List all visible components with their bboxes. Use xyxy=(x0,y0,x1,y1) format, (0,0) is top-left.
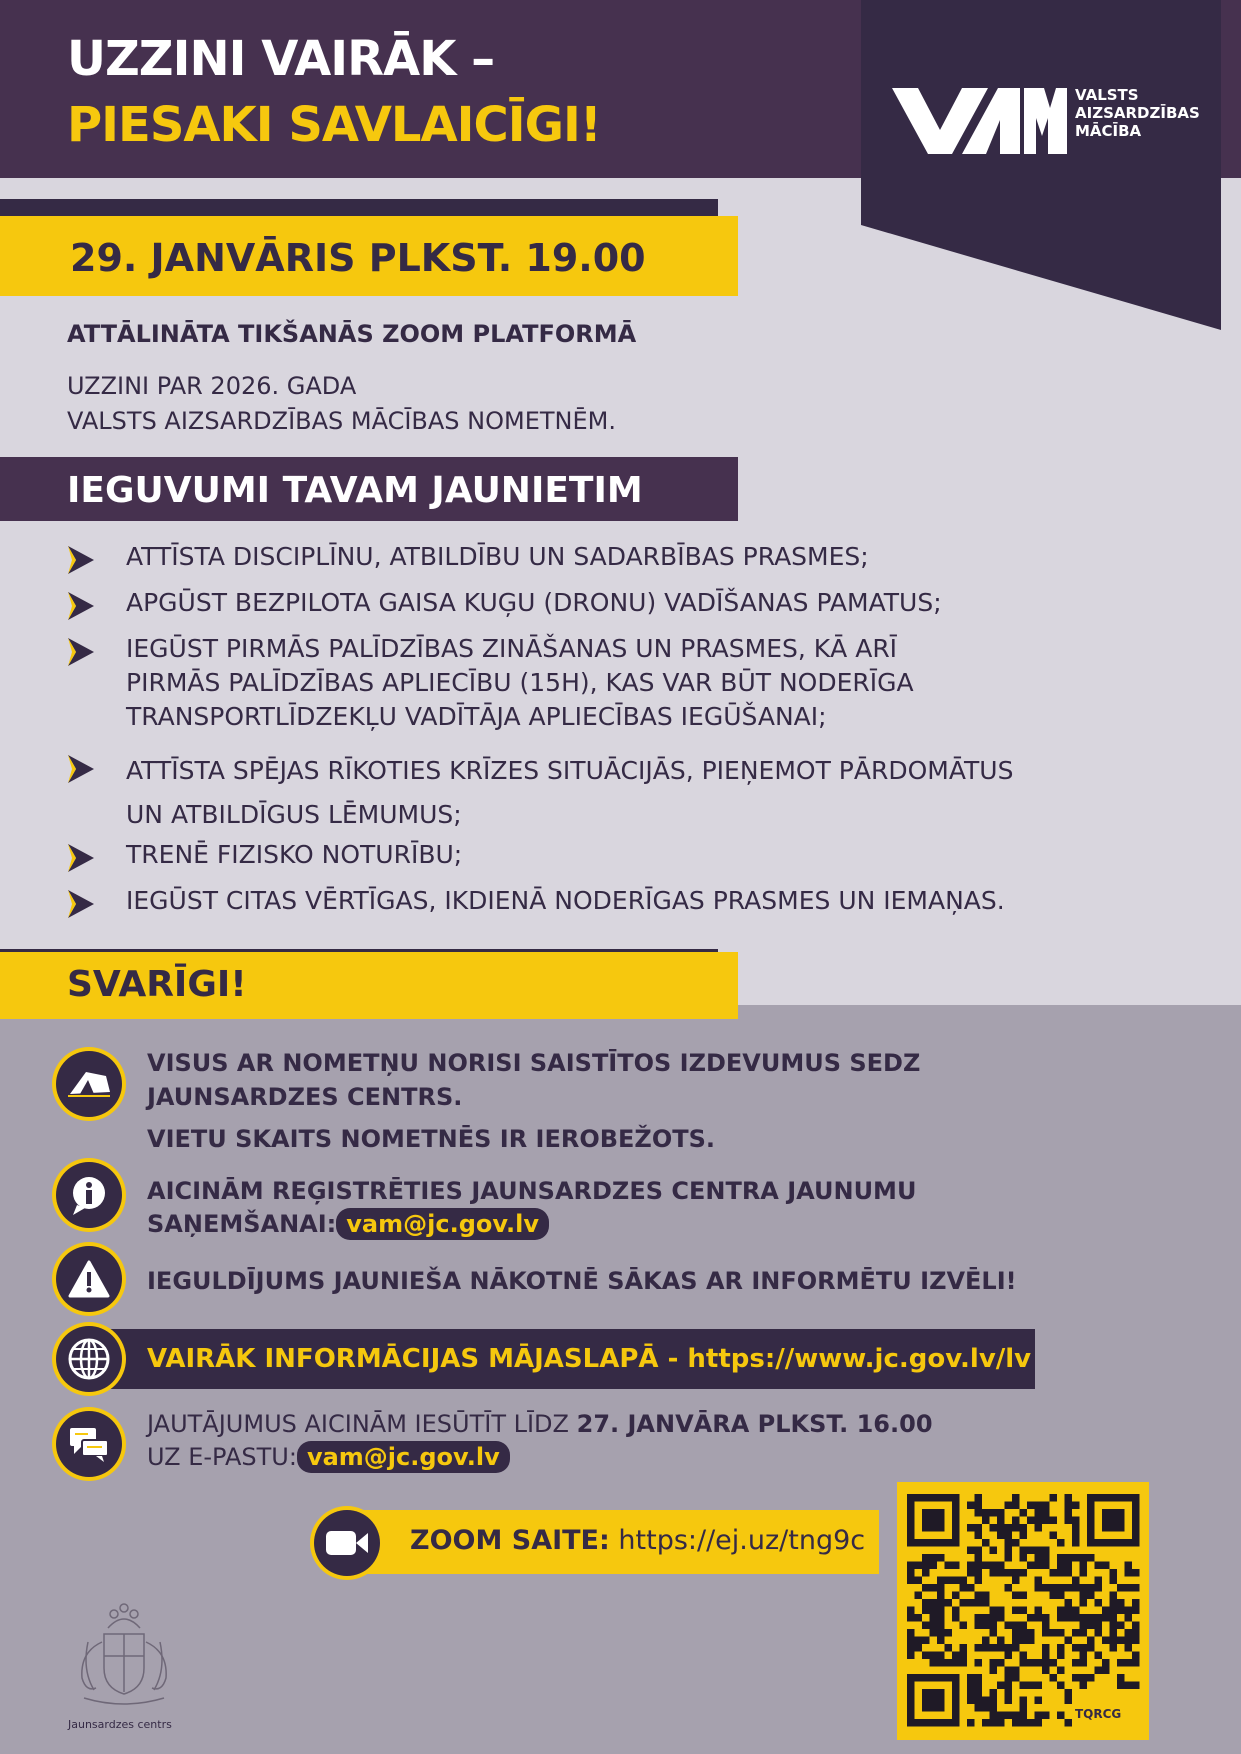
benefit-line: UN ATBILDĪGUS LĒMUMUS; xyxy=(126,800,462,829)
arrow-bullet-icon xyxy=(66,590,96,622)
learn-line: VALSTS AIZSARDZĪBAS MĀCĪBAS NOMETNĒM. xyxy=(67,407,616,435)
chat-icon xyxy=(52,1407,126,1481)
tent-icon xyxy=(52,1047,126,1121)
costs-line: VISUS AR NOMETŅU NORISI SAISTĪTOS IZDEVUMUS SEDZ xyxy=(147,1049,921,1077)
logo-line: MĀCĪBA xyxy=(1075,122,1142,140)
zoom-link-wrap xyxy=(410,1525,865,1556)
globe-icon xyxy=(52,1322,126,1396)
investment-text: IEGULDĪJUMS JAUNIEŠA NĀKOTNĒ SĀKAS AR INFORMĒTU IZVĒLI! xyxy=(147,1267,1017,1295)
benefit-line: PIRMĀS PALĪDZĪBAS APLIECĪBU (15H), KAS VAR BŪT NODERĪGA xyxy=(126,668,914,697)
event-format: ATTĀLINĀTA TIKŠANĀS ZOOM PLATFORMĀ xyxy=(67,320,637,348)
benefit-text xyxy=(126,749,1013,837)
benefit-text xyxy=(126,540,869,574)
questions-line1: JAUTĀJUMUS AICINĀM IESŪTĪT LĪDZ xyxy=(147,1410,569,1438)
exclamation-icon xyxy=(52,1242,126,1316)
important-title: SVARĪGI! xyxy=(67,964,247,1005)
questions-deadline: 27. JANVĀRA PLKST. 16.00 xyxy=(576,1410,933,1438)
costs-line: JAUNSARDZES CENTRS. xyxy=(147,1083,463,1111)
org-name: Jaunsardzes centrs xyxy=(68,1718,172,1731)
learn-line: UZZINI PAR 2026. GADA xyxy=(67,372,357,400)
register-line1: AICINĀM REĢISTRĒTIES JAUNSARDZES CENTRA JAUNUMU xyxy=(147,1177,917,1205)
benefit-text xyxy=(126,884,1005,918)
places-line: VIETU SKAITS NOMETNĒS IR IEROBEŽOTS. xyxy=(147,1125,716,1153)
arrow-bullet-icon xyxy=(66,753,96,785)
benefit-line: APGŪST BEZPILOTA GAISA KUĢU (DRONU) VADĪŠANAS PAMATUS; xyxy=(126,588,942,617)
logo-panel xyxy=(861,0,1221,330)
questions-line2: UZ E-PASTU: xyxy=(147,1443,297,1471)
headline-line1: UZZINI VAIRĀK – xyxy=(67,31,495,87)
zoom-link[interactable]: https://ej.uz/tng9c xyxy=(618,1525,866,1556)
vam-logo-icon xyxy=(892,84,1067,156)
event-date: 29. JANVĀRIS PLKST. 19.00 xyxy=(70,236,646,280)
info-icon xyxy=(52,1158,126,1232)
benefit-text xyxy=(126,838,462,872)
video-camera-icon xyxy=(310,1506,384,1580)
benefit-line: ATTĪSTA DISCIPLĪNU, ATBILDĪBU UN SADARBĪBAS PRASMES; xyxy=(126,542,869,571)
questions-email-link[interactable]: vam@jc.gov.lv xyxy=(297,1441,510,1473)
questions-line2-wrap xyxy=(147,1440,510,1474)
divider-bar xyxy=(0,199,718,216)
arrow-bullet-icon xyxy=(66,842,96,874)
website-link[interactable]: VAIRĀK INFORMĀCIJAS MĀJASLAPĀ - https://www.jc.gov.lv/lv xyxy=(147,1344,1032,1374)
logo-line: VALSTS xyxy=(1075,86,1139,104)
benefit-line: IEGŪST PIRMĀS PALĪDZĪBAS ZINĀŠANAS UN PRASMES, KĀ ARĪ xyxy=(126,634,898,663)
benefit-line: ATTĪSTA SPĒJAS RĪKOTIES KRĪZES SITUĀCIJĀS, PIEŅEMOT PĀRDOMĀTUS xyxy=(126,756,1014,785)
register-email-link[interactable]: vam@jc.gov.lv xyxy=(336,1208,549,1240)
benefit-text xyxy=(126,632,914,734)
benefit-line: TRANSPORTLĪDZEKĻU VADĪTĀJA APLIECĪBAS IEGŪŠANAI; xyxy=(126,702,827,731)
event-learn xyxy=(67,369,616,439)
register-line2: SAŅEMŠANAI: xyxy=(147,1210,337,1238)
arrow-bullet-icon xyxy=(66,544,96,576)
costs-text xyxy=(147,1046,920,1156)
register-line2-wrap xyxy=(147,1207,549,1241)
coat-of-arms-icon xyxy=(64,1594,184,1714)
benefit-text xyxy=(126,586,942,620)
benefits-title: IEGUVUMI TAVAM JAUNIETIM xyxy=(67,470,643,511)
qr-code[interactable] xyxy=(897,1482,1149,1740)
questions-line1-wrap xyxy=(147,1407,933,1441)
arrow-bullet-icon xyxy=(66,888,96,920)
arrow-bullet-icon xyxy=(66,636,96,668)
headline-line2: PIESAKI SAVLAICĪGI! xyxy=(67,97,601,153)
qr-label: TQRCG xyxy=(1075,1707,1122,1721)
logo-wordmark xyxy=(1075,86,1200,140)
benefit-line: TRENĒ FIZISKO NOTURĪBU; xyxy=(126,840,463,869)
benefit-line: IEGŪST CITAS VĒRTĪGAS, IKDIENĀ NODERĪGAS PRASMES UN IEMAŅAS. xyxy=(126,886,1005,915)
zoom-label: ZOOM SAITE: xyxy=(410,1525,610,1556)
logo-line: AIZSARDZĪBAS xyxy=(1075,104,1200,122)
